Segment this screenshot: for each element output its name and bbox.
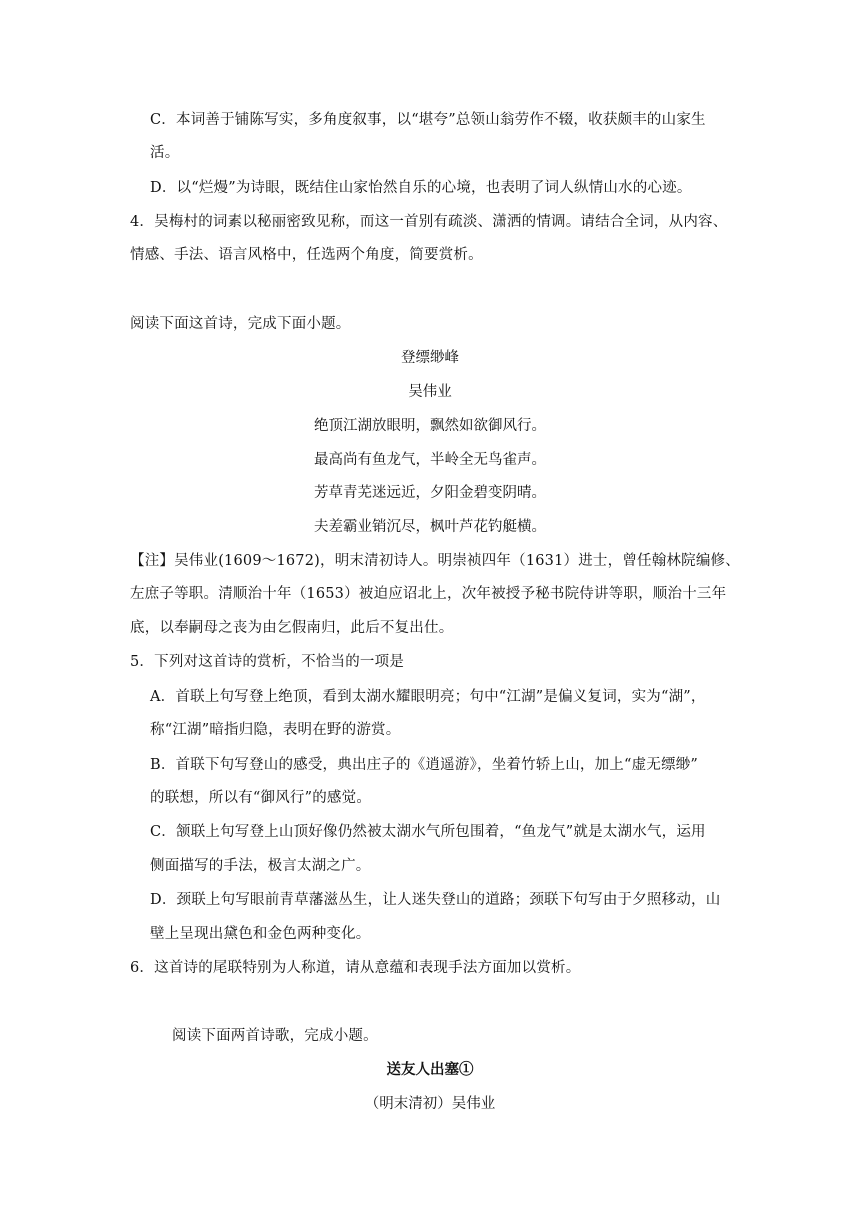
q5-stem: 5．下列对这首诗的赏析，不恰当的一项是 bbox=[130, 654, 405, 670]
q5-option-c-line1: C．颔联上句写登上山顶好像仍然被太湖水气所包围着，“鱼龙气”就是太湖水气，运用 bbox=[150, 824, 706, 840]
q5-option-b-line1: B．首联下句写登山的感受，典出庄子的《逍遥游》，坐着竹轿上山，加上“虚无缥缈” bbox=[150, 757, 699, 773]
q5-option-c-line2: 侧面描写的手法，极言太湖之广。 bbox=[150, 858, 371, 874]
q3-option-c-line1: C．本词善于铺陈写实，多角度叙事，以“堪夸”总领山翁劳作不辍，收获颇丰的山家生 bbox=[150, 112, 706, 128]
poem-author: 吴伟业 bbox=[408, 384, 452, 400]
q3-option-d: D．以“烂熳”为诗眼，既结住山家怡然自乐的心境，也表明了词人纵情山水的心迹。 bbox=[150, 180, 692, 196]
q5-option-b-line2: 的联想，所以有“御风行”的感觉。 bbox=[150, 790, 372, 806]
note-line: 底，以奉嗣母之丧为由乞假南归，此后不复出仕。 bbox=[130, 620, 454, 636]
q5-option-a-line1: A．首联上句写登上绝顶，看到太湖水耀眼明亮；句中“江湖”是偏义复词，实为“湖”， bbox=[150, 689, 706, 705]
q5-option-a-line2: 称“江湖”暗指归隐，表明在野的游赏。 bbox=[150, 722, 401, 738]
poem-line: 最高尚有鱼龙气，半岭全无鸟雀声。 bbox=[314, 452, 546, 468]
note-line: 左庶子等职。清顺治十年（1653）被迫应诏北上，次年被授予秘书院侍讲等职，顺治十三年 bbox=[130, 586, 727, 602]
section2-instruction: 阅读下面这首诗，完成下面小题。 bbox=[130, 316, 351, 332]
poem2-author: （明末清初）吴伟业 bbox=[364, 1096, 496, 1112]
poem2-title: 送友人出塞① bbox=[386, 1061, 474, 1078]
q4-line1: 4．吴梅村的词素以秘丽密致见称，而这一首别有疏淡、潇洒的情调。请结合全词，从内容、 bbox=[130, 214, 728, 230]
q4-line2: 情感、手法、语言风格中，任选两个角度，简要赏析。 bbox=[130, 247, 483, 263]
note-line: 【注】吴伟业(1609～1672)，明末清初诗人。明崇祯四年（1631）进士，曾任翰林院编修、 bbox=[130, 553, 740, 569]
q3-option-c-line2: 活。 bbox=[150, 145, 180, 161]
poem-line: 绝顶江湖放眼明，飘然如欲御风行。 bbox=[314, 418, 546, 434]
q6: 6．这首诗的尾联特别为人称道，请从意蕴和表现手法方面加以赏析。 bbox=[130, 960, 581, 976]
poem-line: 夫差霸业销沉尽，枫叶芦花钓艇横。 bbox=[314, 519, 546, 535]
poem-line: 芳草青芜迷远近，夕阳金碧变阴晴。 bbox=[314, 485, 546, 501]
q5-option-d-line1: D．颈联上句写眼前青草藩滋丛生，让人迷失登山的道路；颈联下句写由于夕照移动，山 bbox=[150, 892, 721, 908]
poem-title: 登缥缈峰 bbox=[401, 350, 459, 366]
q5-option-d-line2: 壁上呈现出黛色和金色两种变化。 bbox=[150, 926, 371, 942]
section3-instruction: 阅读下面两首诗歌，完成小题。 bbox=[172, 1028, 378, 1044]
